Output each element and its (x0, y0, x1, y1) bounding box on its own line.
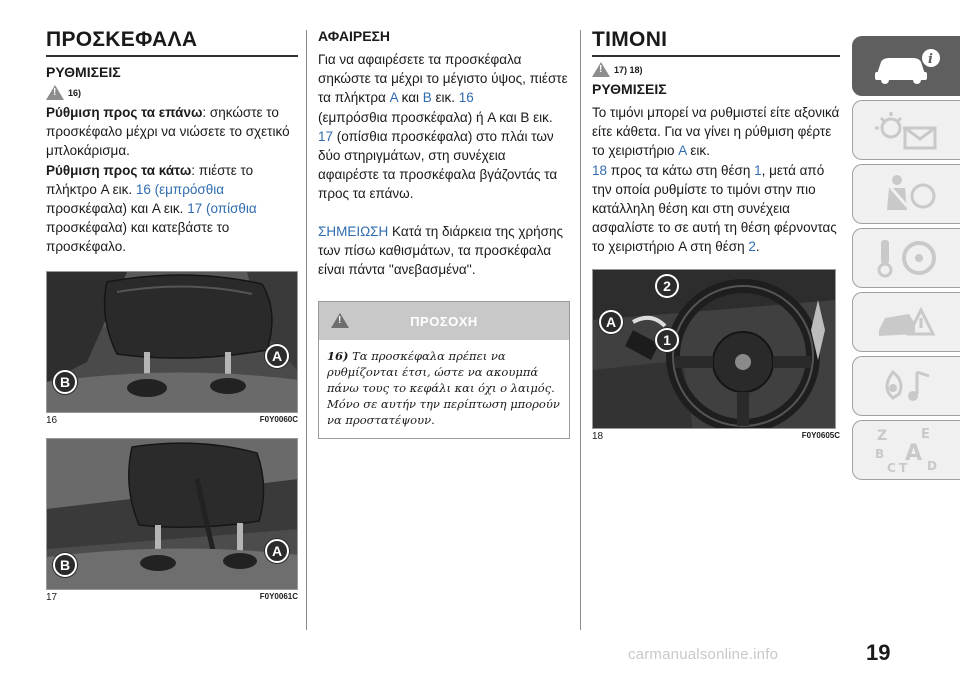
steering-text-c: προς τα κάτω στη θέση (607, 162, 755, 178)
svg-text:Z: Z (876, 428, 887, 444)
warning-lights-icon (871, 108, 943, 152)
figure-17-rear-headrest (46, 438, 298, 590)
multimedia-icon (871, 364, 943, 408)
index-icon (871, 424, 943, 476)
adjust-paragraph (46, 103, 298, 257)
adjust-up-text: : σηκώστε το προσκέφαλο μέχρι να νιώσετε το σχετικό μπλοκάρισμα. (46, 105, 290, 159)
adjust-down-text: : πιέστε το πλήκτρο A εικ. (46, 162, 254, 197)
adjust-down-text-c: προσκέφαλα) και κατεβάστε το προσκέφαλο. (46, 220, 230, 255)
section-title-removal: ΑΦΑΙΡΕΣΗ (318, 28, 391, 44)
warning-reference (46, 85, 298, 100)
figure-17-code: F0Y0061C (259, 591, 298, 601)
caution-text: Τα προσκέφαλα πρέπει να ρυθμίζονται έτσι, ώστε να ακουμπά πάνω τους το κεφάλι και όχι ο λαιμός. Μόνο σε αυτήν την περίπτωση μπορούν να προστατέψουν. (327, 349, 560, 428)
figure-16-code: F0Y0060C (259, 414, 298, 424)
figure-18-number: 18 (592, 430, 604, 442)
figure-16-caption (46, 415, 298, 426)
column-divider-1 (306, 30, 307, 630)
steering-lever-a-ref: A (678, 143, 687, 159)
removal-text-b: και (397, 90, 423, 106)
subsection-adjustments: ΡΥΘΜΙΣΕΙΣ (46, 64, 121, 80)
steering-position-1-ref: 1 (754, 162, 762, 178)
caution-body (319, 340, 569, 438)
figure-17-caption (46, 592, 298, 603)
fig-ref-17[interactable]: 17 (οπίσθια (183, 201, 257, 217)
steering-warning-ref-numbers: 17) 18) (614, 64, 643, 75)
steering-position-2-ref: 2 (748, 239, 756, 255)
rear-headrest-illustration (47, 439, 298, 590)
svg-text:B: B (874, 447, 884, 461)
caution-warning-icon (331, 313, 349, 328)
removal-button-a-ref: A (389, 90, 398, 106)
warning-icon (46, 85, 64, 100)
figure-16-badge-a: A (265, 344, 289, 368)
steering-subsection-adjustments: ΡΥΘΜΙΣΕΙΣ (592, 81, 667, 97)
removal-text-c: εικ. (431, 90, 456, 106)
steering-text-a: Το τιμόνι μπορεί να ρυθμιστεί είτε αξονικά είτε κάθετα. Για να γίνει η ρύθμιση φέρτε το χειριστήριο (592, 105, 840, 159)
middle-column (318, 28, 570, 439)
removal-fig-ref-17[interactable]: 17 (318, 128, 334, 144)
left-column (46, 28, 298, 603)
column-divider-2 (580, 30, 581, 630)
caution-number: 16) (327, 349, 349, 364)
adjust-down-label: Ρύθμιση προς τα κάτω (46, 162, 192, 178)
chapter-tabs (852, 36, 960, 484)
right-column (592, 28, 840, 442)
tab-starting-driving[interactable] (852, 228, 960, 288)
figure-18-badge-a: A (599, 310, 623, 334)
caution-title: ΠΡΟΣΟΧΗ (410, 313, 478, 329)
watermark: carmanualsonline.info (628, 646, 779, 663)
page-number: 19 (866, 640, 891, 665)
key-steering-icon (871, 236, 943, 280)
tab-emergency[interactable] (852, 292, 960, 352)
note-text: Κατά τη διάρκεια της χρήσης των πίσω καθισμάτων, τα προσκέφαλα είναι πάντα ''ανεβασμένα''. (318, 223, 564, 278)
fig-ref-16[interactable]: 16 (εμπρόσθια (132, 181, 225, 197)
svg-text:C: C (886, 461, 896, 475)
tab-safety[interactable] (852, 164, 960, 224)
removal-fig-ref-16[interactable]: 16 (455, 90, 474, 106)
tab-index[interactable] (852, 420, 960, 480)
adjust-down-text-b: προσκέφαλα) και A εικ. (46, 201, 184, 217)
figure-16-front-headrest (46, 271, 298, 413)
section-title-steering-wheel: ΤΙΜΟΝΙ (592, 28, 840, 57)
svg-text:E: E (920, 427, 930, 442)
section-title-headrests: ΠΡΟΣΚΕΦΑΛΑ (46, 28, 298, 57)
figure-17-number: 17 (46, 591, 58, 603)
removal-text-a: Για να αφαιρέσετε τα προσκέφαλα σηκώστε τα μέχρι το μέγιστο ύψος, πιέστε τα πλήκτρα (318, 52, 568, 106)
tab-car-info[interactable] (852, 36, 960, 96)
svg-text:T: T (898, 461, 907, 475)
svg-text:A: A (904, 441, 922, 466)
figure-18-badge-2: 2 (655, 274, 679, 298)
steering-fig-ref-18[interactable]: 18 (592, 162, 608, 178)
removal-text-e: (οπίσθια προσκέφαλα) στο πλάι των δύο στηριγμάτων, στη συνέχεια αφαιρέστε τα προσκέφαλα βγάζοντάς τα προς τα επάνω. (318, 128, 558, 202)
steering-wheel-illustration (593, 270, 836, 429)
seat-belt-icon (871, 172, 943, 216)
steering-text-e: . (755, 239, 760, 255)
steering-paragraph (592, 103, 840, 257)
caution-header (319, 302, 569, 340)
steering-warning-reference (592, 62, 840, 77)
warning-ref-number: 16) (68, 87, 82, 98)
figure-17-badge-a: A (265, 539, 289, 563)
figure-18-badge-1: 1 (655, 328, 679, 352)
figure-16-number: 16 (46, 414, 58, 426)
svg-text:i: i (927, 52, 933, 67)
figure-17-badge-b: B (53, 553, 77, 577)
figure-18-code: F0Y0605C (801, 430, 840, 440)
removal-button-b-ref: B (422, 90, 432, 106)
note-paragraph (318, 222, 570, 280)
note-label: ΣΗΜΕΙΩΣΗ (318, 223, 389, 239)
adjust-up-label: Ρύθμιση προς τα επάνω (46, 105, 203, 120)
figure-16-badge-b: B (53, 370, 77, 394)
car-info-icon (871, 46, 943, 86)
tab-warning-lights[interactable] (852, 100, 960, 160)
tab-multimedia[interactable] (852, 356, 960, 416)
front-headrest-illustration (47, 272, 298, 413)
figure-18-caption (592, 431, 840, 442)
caution-box (318, 301, 570, 439)
svg-text:D: D (926, 459, 937, 473)
figure-18-steering-wheel (592, 269, 836, 429)
removal-text-d: (εμπρόσθια προσκέφαλα) ή A και B εικ. (318, 109, 553, 125)
removal-paragraph (318, 50, 570, 204)
steering-warning-icon (592, 62, 610, 77)
steering-text-d: , μετά από την οποία ρυθμίστε το τιμόνι στην πιο κατάλληλη θέση και στη συνέχεια ασφαλίστε το σε αυτή τη θέση φέρνοντας το χειριστήριο A στη θέση (592, 162, 837, 255)
crash-icon (871, 300, 943, 344)
steering-text-b: εικ. (686, 143, 710, 159)
